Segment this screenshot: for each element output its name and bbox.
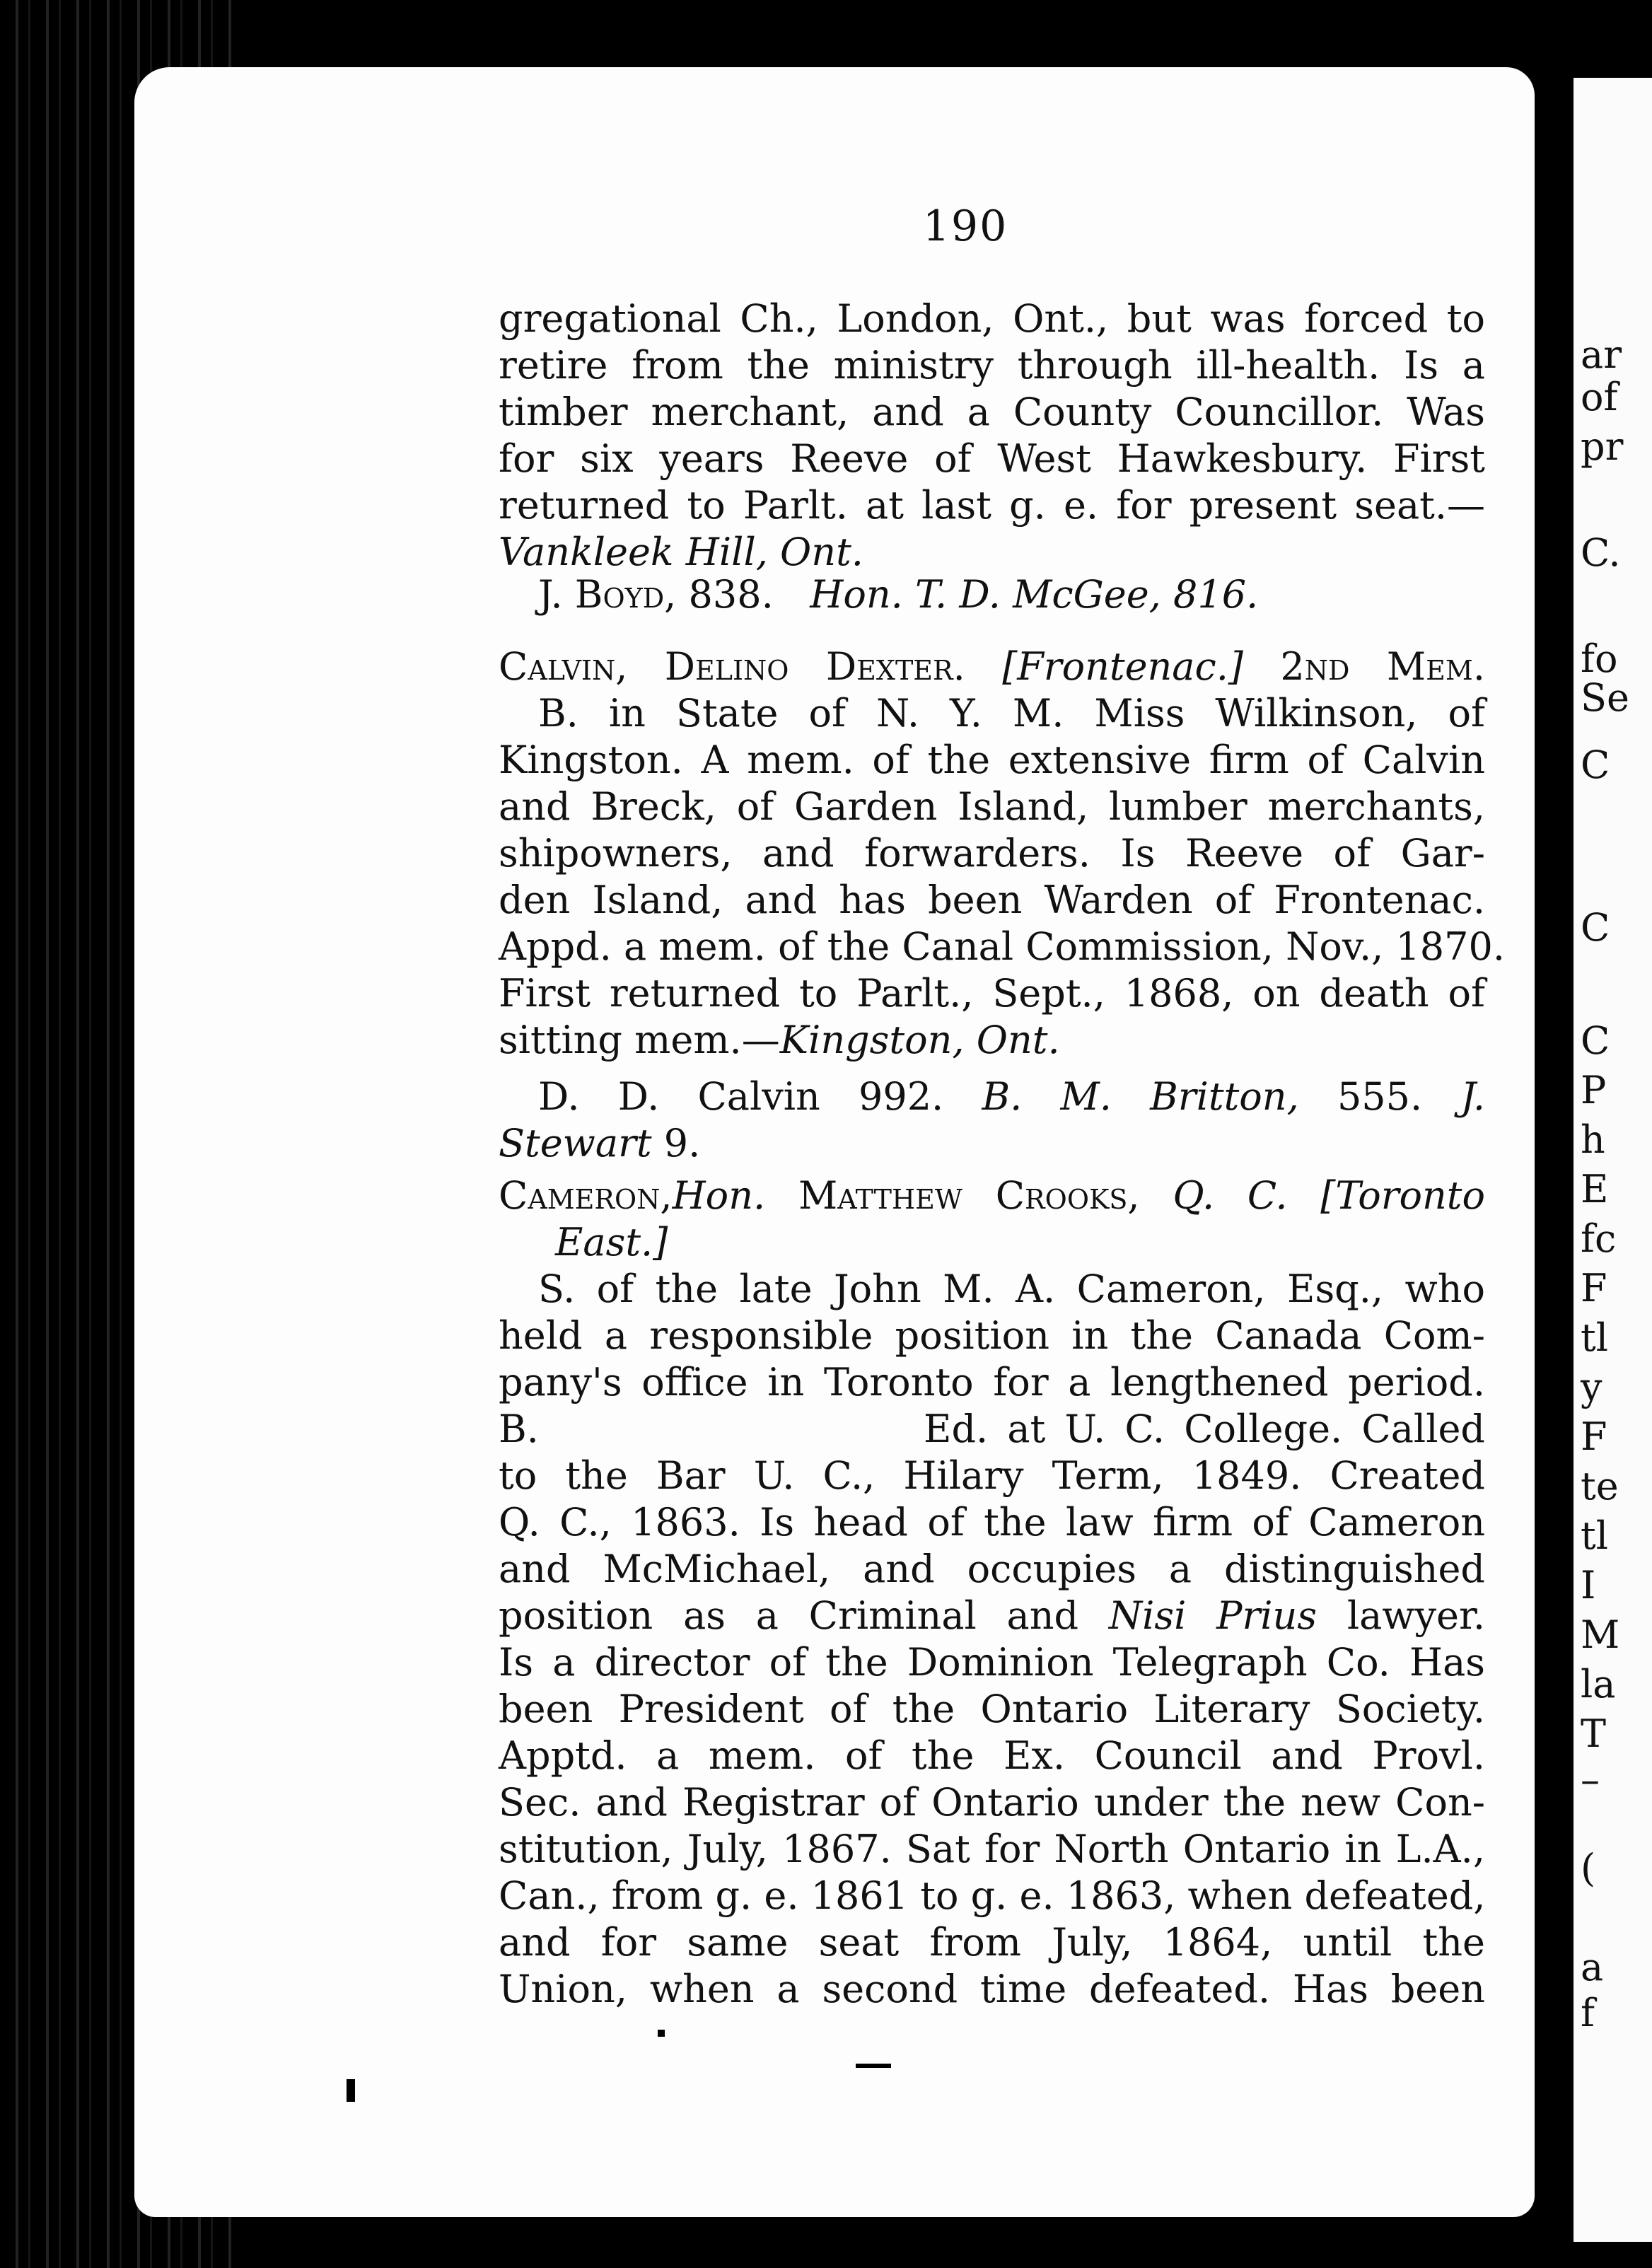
text-line: Q. C., 1863. Is head of the law firm of Cameron xyxy=(499,1500,1485,1545)
text-line: den Island, and has been Warden of Frontenac. xyxy=(499,878,1485,922)
text-fragment: lawyer. xyxy=(1346,1593,1486,1638)
adjacent-page-edge xyxy=(1574,78,1652,2242)
text-line xyxy=(499,1593,1485,1639)
text-line: and McMichael, and occupies a distinguished xyxy=(499,1547,1485,1591)
text-line xyxy=(499,1219,1485,1266)
election-line xyxy=(499,1120,1485,1167)
adjacent-page-fragment: T xyxy=(1581,1711,1607,1756)
adjacent-page-fragment: ( xyxy=(1581,1846,1596,1890)
election-result xyxy=(499,571,1485,618)
adjacent-page-fragment: pr xyxy=(1581,424,1624,469)
election-line xyxy=(499,1074,1485,1120)
candidate-votes: 9. xyxy=(663,1121,701,1165)
adjacent-page-fragment: P xyxy=(1581,1068,1607,1112)
text-line: shipowners, and forwarders. Is Reeve of Gar- xyxy=(499,831,1485,876)
adjacent-page-fragment: of xyxy=(1581,375,1618,419)
text-line: First returned to Parlt., Sept., 1868, on death of xyxy=(499,971,1485,1016)
scan-speck xyxy=(856,2064,891,2068)
adjacent-page-fragment: – xyxy=(1581,1757,1600,1802)
adjacent-page-fragment: y xyxy=(1581,1365,1602,1409)
address: Kingston, Ont. xyxy=(779,1018,1060,1062)
candidate-name: Stewart xyxy=(499,1121,652,1165)
adjacent-page-fragment: te xyxy=(1581,1464,1619,1508)
text-line: returned to Parlt. at last g. e. for present seat.— xyxy=(499,483,1485,528)
member-surname: Cameron, xyxy=(499,1173,673,1218)
text-line: B. Ed. at U. C. College. Called xyxy=(499,1407,1485,1451)
candidate-votes: 555. xyxy=(1337,1074,1423,1119)
entry-continuation xyxy=(499,296,1485,576)
address: Vankleek Hill, Ont. xyxy=(499,530,863,574)
adjacent-page-fragment: f xyxy=(1581,1991,1595,2035)
text-line: retire from the ministry through ill-health. Is a xyxy=(499,343,1485,388)
text-line: been President of the Ontario Literary Society. xyxy=(499,1687,1485,1731)
adjacent-page-fragment: F xyxy=(1581,1266,1607,1310)
text-line: pany's office in Toronto for a lengthened period. xyxy=(499,1360,1485,1405)
text-line: B. in State of N. Y. M. Miss Wilkinson, of xyxy=(538,691,1485,735)
text-line: gregational Ch., London, Ont., but was forced to xyxy=(499,296,1485,341)
adjacent-page-fragment: C xyxy=(1581,905,1610,950)
entry-cameron xyxy=(499,1173,1485,2013)
candidate-initial: J. xyxy=(1460,1074,1486,1119)
text-line: Appd. a mem. of the Canal Commission, Nov., 1870. xyxy=(499,924,1506,969)
text-fragment: position as a Criminal and xyxy=(499,1593,1079,1638)
adjacent-page-fragment: tl xyxy=(1581,1315,1608,1360)
text-line xyxy=(499,1017,1485,1064)
adjacent-page-fragment: a xyxy=(1581,1945,1604,1989)
entry-heading xyxy=(499,644,1485,690)
text-line: and Breck, of Garden Island, lumber merchants, xyxy=(499,784,1485,829)
adjacent-page-fragment: Se xyxy=(1581,675,1629,720)
adjacent-page-fragment: h xyxy=(1581,1117,1605,1162)
adjacent-page-fragment: I xyxy=(1581,1563,1596,1607)
adjacent-page-fragment: fo xyxy=(1581,636,1618,681)
scan-speck xyxy=(347,2079,355,2102)
adjacent-page-fragment: la xyxy=(1581,1662,1616,1706)
member-title: Hon. xyxy=(672,1173,766,1218)
adjacent-page-fragment: M xyxy=(1581,1612,1620,1657)
adjacent-page-fragment: E xyxy=(1581,1167,1609,1211)
text-line: Can., from g. e. 1861 to g. e. 1863, when defeated, xyxy=(499,1873,1486,1918)
page-number: 190 xyxy=(922,202,1008,251)
text-line: stitution, July, 1867. Sat for North Ontario in L.A., xyxy=(499,1827,1485,1871)
text-line: to the Bar U. C., Hilary Term, 1849. Created xyxy=(499,1453,1485,1498)
adjacent-page-fragment: C xyxy=(1581,1018,1610,1063)
text-line: timber merchant, and a County Councillor. Was xyxy=(499,390,1485,434)
text-line: S. of the late John M. A. Cameron, Esq., who xyxy=(538,1267,1485,1311)
text-line: Union, when a second time defeated. Has been xyxy=(499,1967,1485,2011)
text-line: Is a director of the Dominion Telegraph Co. Has xyxy=(499,1640,1485,1685)
riding: [Frontenac.] xyxy=(1002,644,1243,689)
entry-calvin xyxy=(499,644,1506,1064)
adjacent-page-fragment: ar xyxy=(1581,332,1622,377)
adjacent-page-fragment: fc xyxy=(1581,1216,1617,1261)
text-line: Apptd. a mem. of the Ex. Council and Provl. xyxy=(499,1733,1485,1778)
adjacent-page-fragment: C. xyxy=(1581,530,1621,575)
candidate-result: Hon. T. D. McGee, 816. xyxy=(810,572,1259,617)
text-line: for six years Reeve of West Hawkesbury. First xyxy=(499,436,1485,481)
scan-speck xyxy=(658,2030,665,2037)
entry-heading xyxy=(499,1173,1485,1219)
candidate-result: D. D. Calvin 992. xyxy=(538,1074,944,1119)
election-result xyxy=(499,1074,1485,1167)
adjacent-page-fragment: tl xyxy=(1581,1513,1608,1558)
member-seat: 2nd Mem. xyxy=(1280,644,1485,689)
text-line: and for same seat from July, 1864, until the xyxy=(499,1920,1485,1965)
text-fragment: Nisi Prius xyxy=(1108,1593,1317,1638)
election-line xyxy=(499,571,1485,618)
member-name: Calvin, Delino Dexter. xyxy=(499,644,965,689)
member-honour: Q. C. xyxy=(1173,1173,1288,1218)
member-given-names: Matthew Crooks, xyxy=(798,1173,1140,1218)
candidate-result: J. Boyd, 838. xyxy=(538,572,774,617)
candidate-name: B. M. Britton, xyxy=(982,1074,1299,1119)
riding: [Toronto xyxy=(1320,1173,1486,1218)
text-line: Sec. and Registrar of Ontario under the new Con- xyxy=(499,1780,1485,1825)
adjacent-page-fragment: F xyxy=(1581,1414,1607,1459)
text-line: held a responsible position in the Canada Com- xyxy=(499,1313,1485,1358)
text-fragment: sitting mem.— xyxy=(499,1018,780,1062)
text-line: Kingston. A mem. of the extensive firm of Calvin xyxy=(499,738,1485,782)
riding: East.] xyxy=(555,1220,668,1264)
adjacent-page-fragment: C xyxy=(1581,743,1610,787)
